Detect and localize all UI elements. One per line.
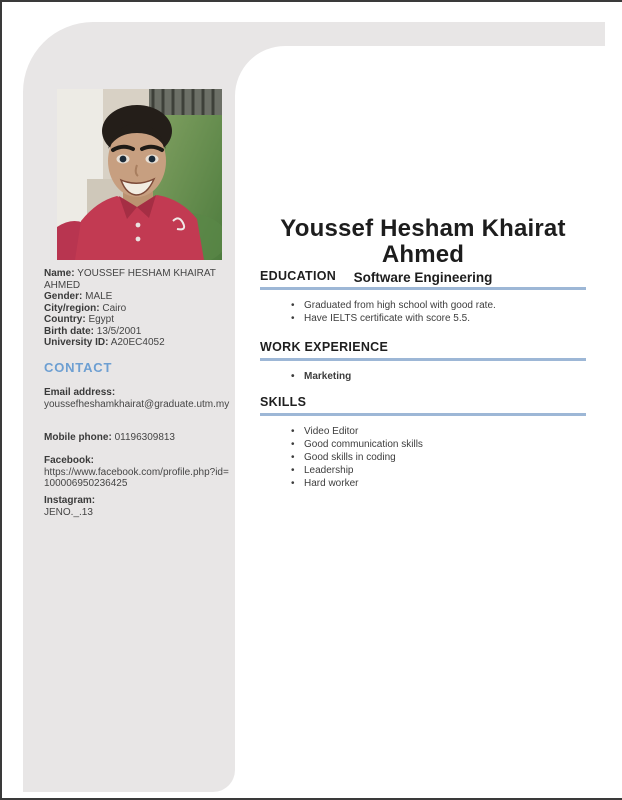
- list-item: • Good communication skills: [260, 438, 586, 451]
- email-value: youssefheshamkhairat@graduate.utm.my: [44, 398, 230, 410]
- personal-info: [44, 268, 232, 349]
- info-gender-value: MALE: [85, 291, 113, 302]
- list-item: • Have IELTS certificate with score 5.5.: [260, 312, 586, 325]
- work-experience-section: [260, 340, 586, 383]
- skills-section: [260, 395, 586, 490]
- education-heading: EDUCATION: [260, 269, 586, 290]
- list-item: • Leadership: [260, 464, 586, 477]
- contact-instagram: [44, 495, 232, 518]
- info-gender: [44, 291, 232, 303]
- list-item: • Marketing: [260, 370, 586, 383]
- work-experience-heading: WORK EXPERIENCE: [260, 340, 586, 361]
- page-subtitle: Software Engineering: [353, 270, 493, 285]
- contact-section-heading: CONTACT: [44, 360, 113, 375]
- info-birth-label: Birth date:: [44, 325, 94, 337]
- list-item: • Graduated from high school with good rate.: [260, 299, 586, 312]
- education-list: [260, 299, 586, 325]
- facebook-value: https://www.facebook.com/profile.php?id=100006950236425: [44, 466, 229, 489]
- work-experience-list: [260, 370, 586, 383]
- phone-value: 01196309813: [114, 432, 175, 443]
- skills-heading: SKILLS: [260, 395, 586, 416]
- info-university-id-label: University ID:: [44, 337, 109, 348]
- profile-photo: [57, 89, 222, 260]
- list-item: • Hard worker: [260, 477, 586, 490]
- info-country-value: Egypt: [88, 314, 115, 325]
- page-title: Youssef Hesham Khairat Ahmed: [280, 215, 566, 268]
- info-birth-date: [44, 326, 232, 338]
- info-city-label: City/region:: [44, 302, 100, 314]
- instagram-label: Instagram:: [44, 495, 96, 506]
- info-city: [44, 303, 232, 315]
- list-item: • Video Editor: [260, 425, 586, 438]
- info-gender-label: Gender:: [44, 291, 83, 302]
- contact-phone: [44, 432, 232, 444]
- info-university-id-value: A20EC4052: [110, 337, 165, 348]
- instagram-value: JENO._.13: [44, 506, 93, 518]
- contact-email: [44, 387, 232, 410]
- facebook-label: Facebook:: [44, 455, 95, 466]
- info-name: [44, 268, 232, 291]
- info-name-label: Name:: [44, 268, 75, 279]
- info-university-id: [44, 337, 232, 349]
- info-name-value: YOUSSEF HESHAM KHAIRAT AHMED: [44, 268, 216, 291]
- email-label: Email address:: [44, 387, 116, 398]
- info-city-value: Cairo: [102, 302, 127, 314]
- phone-label: Mobile phone:: [44, 432, 112, 443]
- contact-facebook: [44, 455, 232, 490]
- education-section: [260, 269, 586, 325]
- info-birth-value: 13/5/2001: [96, 325, 142, 337]
- info-country: [44, 314, 232, 326]
- skills-list: [260, 425, 586, 490]
- list-item: • Good skills in coding: [260, 451, 586, 464]
- info-country-label: Country:: [44, 314, 86, 325]
